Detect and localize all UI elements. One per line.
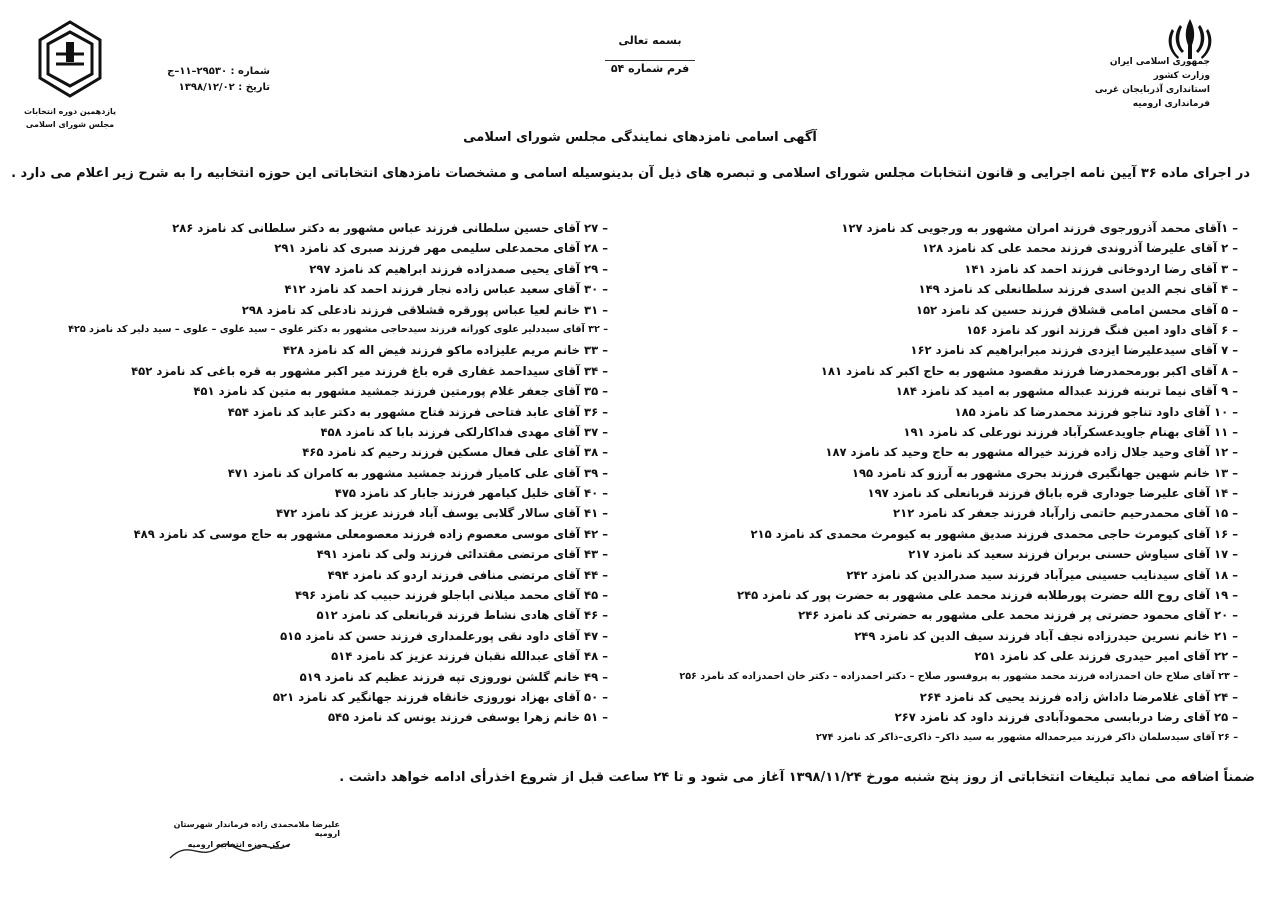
candidate-item: – ۱۷ آقای سیاوش حسنی بربران فرزند سعید کد نامزد ۲۱۷ — [908, 547, 1238, 562]
signature-icon — [160, 828, 300, 868]
government-header-text — [1060, 55, 1210, 111]
candidate-item: – ۳۵ آقای جعفر غلام پورمتین فرزند جمشید مشهور به متین کد نامزد ۴۵۱ — [193, 384, 608, 399]
form-number: فرم شماره ۵۴ — [610, 62, 690, 75]
candidate-item: – ۳۷ آقای مهدی فداکارلکی فرزند بابا کد نامزد ۴۵۸ — [320, 424, 608, 439]
candidate-item: – ۳ آقای رضا اردوخانی فرزند احمد کد نامزد ۱۴۱ — [964, 261, 1238, 276]
candidate-item: – ۴۰ آقای خلیل کیامهر فرزند جابار کد نامزد ۴۷۵ — [334, 486, 608, 501]
candidates-column-left — [68, 218, 608, 728]
candidate-item: – ۳۱ خانم لعیا عباس پورقره قشلاقی فرزند نادعلی کد نامزد ۲۹۸ — [241, 302, 608, 317]
candidate-item: – ۵ آقای محسن امامی قشلاق فرزند حسین کد نامزد ۱۵۲ — [915, 302, 1238, 317]
candidates-column-right — [679, 218, 1238, 748]
candidate-item: – ۱۱ آقای بهنام جاویدعسکرآباد فرزند نورعلی کد نامزد ۱۹۱ — [903, 424, 1238, 439]
candidate-item: – ۲۹ آقای یحیی صمدزاده فرزند ابراهیم کد نامزد ۲۹۷ — [309, 261, 608, 276]
reference-number: شماره : ۲۹۵۳۰–۱۱–ج — [167, 66, 270, 77]
candidate-item: – ۲۸ آقای محمدعلی سلیمی مهر فرزند صبری کد نامزد ۲۹۱ — [274, 241, 608, 256]
candidate-item: – ۲۴ آقای غلامرضا داداش زاده فرزند یحیی کد نامزد ۲۶۴ — [919, 689, 1238, 704]
candidate-item: – ۷ آقای سیدعلیرضا ایزدی فرزند میرابراهیم کد نامزد ۱۶۲ — [910, 343, 1238, 358]
candidate-item: – ۲۲ آقای امیر حیدری فرزند علی کد نامزد ۲۵۱ — [974, 649, 1238, 664]
intro-paragraph: در اجرای ماده ۳۶ آیین نامه اجرایی و قانون انتخابات مجلس شورای اسلامی و تبصره های ذیل آن بدینوسیله اسامی و مشخصات نامزدهای انتخاباتی این حوزه انتخابیه را به شرح زیر اعلام می دارد . — [11, 166, 1250, 181]
candidate-item: – ۲۰ آقای محمود حضرتی پر فرزند محمد علی مشهور به حضرتی کد نامزد ۲۴۶ — [798, 608, 1238, 623]
candidate-item: – ۵۰ آقای بهزاد نوروزی خانقاه فرزند جهانگیر کد نامزد ۵۲۱ — [272, 689, 608, 704]
candidate-item: – ۲۶ آقای سیدسلمان ذاکر فرزند میرحمداله مشهور به سید ذاکر– ذاکری–ذاکر کد نامزد ۲۷۴ — [815, 731, 1238, 743]
candidate-item: – ۱آقای محمد آذرورجوی فرزند امران مشهور به ورجویی کد نامزد ۱۲۷ — [841, 221, 1238, 235]
candidate-item: – ۱۲ آقای وحید جلال زاده فرزند خیراله مشهور به حاج وحید کد نامزد ۱۸۷ — [825, 445, 1238, 460]
candidate-item: – ۴۸ آقای عبدالله نقبان فرزند عزیز کد نامزد ۵۱۴ — [331, 649, 608, 664]
election-logo-icon — [24, 14, 116, 134]
candidate-item: – ۴۱ آقای سالار گلابی یوسف آباد فرزند عزیز کد نامزد ۴۷۲ — [275, 506, 608, 521]
gov-line-country: جمهوری اسلامی ایران — [1109, 57, 1210, 67]
candidate-item: – ۳۹ آقای علی کامیار فرزند جمشید مشهور به کامران کد نامزد ۴۷۱ — [227, 465, 608, 480]
signer-name: علیرضا ملامحمدی زاده فرماندار شهرستان ارومیه — [173, 820, 340, 838]
candidate-item: – ۱۶ آقای کیومرث حاجی محمدی فرزند صدیق مشهور به کیومرث محمدی کد نامزد ۲۱۵ — [750, 526, 1238, 541]
candidate-item: – ۴۵ آقای محمد میلانی اباجلو فرزند حبیب کد نامزد ۴۹۶ — [294, 588, 608, 603]
candidate-item: – ۲۳ آقای صلاح خان احمدزاده فرزند محمد مشهور به پروفسور صلاح – دکتر احمدزاده – دکتر خان احمدزاده کد نامزد ۲۵۶ — [679, 670, 1238, 682]
candidate-item: – ۴۳ آقای مرتضی مقتدائی فرزند ولی کد نامزد ۴۹۱ — [316, 547, 608, 562]
candidate-item: – ۱۵ آقای محمدرحیم حاتمی زارآباد فرزند جعفر کد نامزد ۲۱۲ — [893, 506, 1238, 521]
reference-date: تاریخ : ۱۳۹۸/۱۲/۰۲ — [178, 82, 270, 93]
election-logo-line-2: مجلس شورای اسلامی — [25, 120, 115, 129]
candidate-item: – ۲۱ خانم نسرین حیدرزاده نجف آباد فرزند سیف الدین کد نامزد ۲۴۹ — [854, 628, 1238, 643]
election-logo-line-1: یازدهمین دوره انتخابات — [24, 107, 116, 116]
candidate-item: – ۳۶ آقای عابد فتاحی فرزند فتاح مشهور به دکتر عابد کد نامزد ۴۵۴ — [227, 404, 608, 419]
candidate-item: – ۲ آقای علیرضا آذروندی فرزند محمد علی کد نامزد ۱۲۸ — [921, 241, 1238, 256]
candidate-item: – ۴۹ خانم گلشن نوروزی تپه فرزند عظیم کد نامزد ۵۱۹ — [299, 669, 608, 684]
closing-note: ضمناً اضافه می نماید تبلیغات انتخاباتی از روز پنج شنبه مورخ ۱۳۹۸/۱۱/۲۴ آغاز می شود و تا ۲۴ ساعت قبل از شروع اخذرأی ادامه خواهد داشت . — [339, 770, 1255, 785]
candidate-item: – ۴ آقای نجم الدین اسدی فرزند سلطانعلی کد نامزد ۱۴۹ — [918, 282, 1238, 297]
announcement-title: آگهی اسامی نامزدهای نمایندگی مجلس شورای اسلامی — [463, 130, 817, 145]
candidate-item: – ۵۱ خانم زهرا یوسفی فرزند یونس کد نامزد ۵۴۵ — [327, 710, 608, 725]
candidate-item: – ۴۲ آقای موسی معصوم زاده فرزند معصومعلی مشهور به حاج موسی کد نامزد ۴۸۹ — [133, 526, 608, 541]
candidate-item: – ۴۶ آقای هادی نشاط فرزند قربانعلی کد نامزد ۵۱۲ — [316, 608, 608, 623]
candidate-item: – ۲۵ آقای رضا دربابسی محمودآبادی فرزند داود کد نامزد ۲۶۷ — [894, 710, 1238, 725]
gov-line-ministry: وزارت کشور — [1153, 71, 1210, 81]
candidate-item: – ۹ آقای نیما تربنه فرزند عبداله مشهور به امید کد نامزد ۱۸۴ — [895, 384, 1238, 399]
candidate-item: – ۱۴ آقای علیرضا جوداری قره باباق فرزند قربانعلی کد نامزد ۱۹۷ — [867, 486, 1238, 501]
candidate-item: – ۱۰ آقای داود تناجو فرزند محمدرضا کد نامزد ۱۸۵ — [954, 404, 1238, 419]
candidate-item: – ۸ آقای اکبر بورمحمدرضا فرزند مقصود مشهور به حاج اکبر کد نامزد ۱۸۱ — [820, 363, 1238, 378]
gov-line-city: فرمانداری ارومیه — [1132, 99, 1210, 109]
candidate-item: – ۴۴ آقای مرتضی منافی فرزند اردو کد نامزد ۴۹۴ — [327, 567, 608, 582]
candidate-item: – ۴۷ آقای داود نقی پورعلمداری فرزند حسن کد نامزد ۵۱۵ — [280, 628, 608, 643]
candidate-item: – ۲۷ آقای حسین سلطانی فرزند عباس مشهور به دکتر سلطانی کد نامزد ۲۸۶ — [172, 221, 608, 235]
bismillah-heading: بسمه تعالی — [618, 34, 682, 47]
candidate-item: – ۱۳ خانم شهین جهانگیری فرزند بحری مشهور به آرزو کد نامزد ۱۹۵ — [851, 465, 1238, 480]
signer-role: مرکز حوزه انتخابیه ارومیه — [187, 840, 290, 849]
candidate-item: – ۶ آقای داود امین فنگ فرزند انور کد نامزد ۱۵۶ — [966, 322, 1238, 337]
candidate-item: – ۳۴ آقای سیداحمد غفاری قره باغ فرزند میر اکبر مشهور به قره باغی کد نامزد ۴۵۲ — [131, 363, 608, 378]
candidate-item: – ۳۲ آقای سیددلیر علوی کورانه فرزند سیدحاجی مشهور به دکتر علوی – سید علوی – علوی – سید دلیر کد نامزد ۴۲۵ — [68, 323, 608, 335]
candidate-item: – ۱۸ آقای سیدنایب حسینی میرآباد فرزند سید صدرالدین کد نامزد ۲۴۲ — [846, 567, 1238, 582]
candidate-item: – ۳۸ آقای علی فعال مسکین فرزند رحیم کد نامزد ۴۶۵ — [302, 445, 608, 460]
candidate-item: – ۱۹ آقای روح الله حضرت پورطلابه فرزند محمد علی مشهور به حضرت پور کد نامزد ۲۴۵ — [737, 588, 1238, 603]
candidate-item: – ۳۰ آقای سعید عباس زاده نجار فرزند احمد کد نامزد ۴۱۲ — [284, 282, 608, 297]
gov-line-province: استانداری آذربایجان غربی — [1094, 85, 1210, 95]
header-divider — [605, 60, 695, 61]
candidate-item: – ۳۳ خانم مریم علیزاده ماکو فرزند فیض اله کد نامزد ۴۲۸ — [282, 343, 608, 358]
